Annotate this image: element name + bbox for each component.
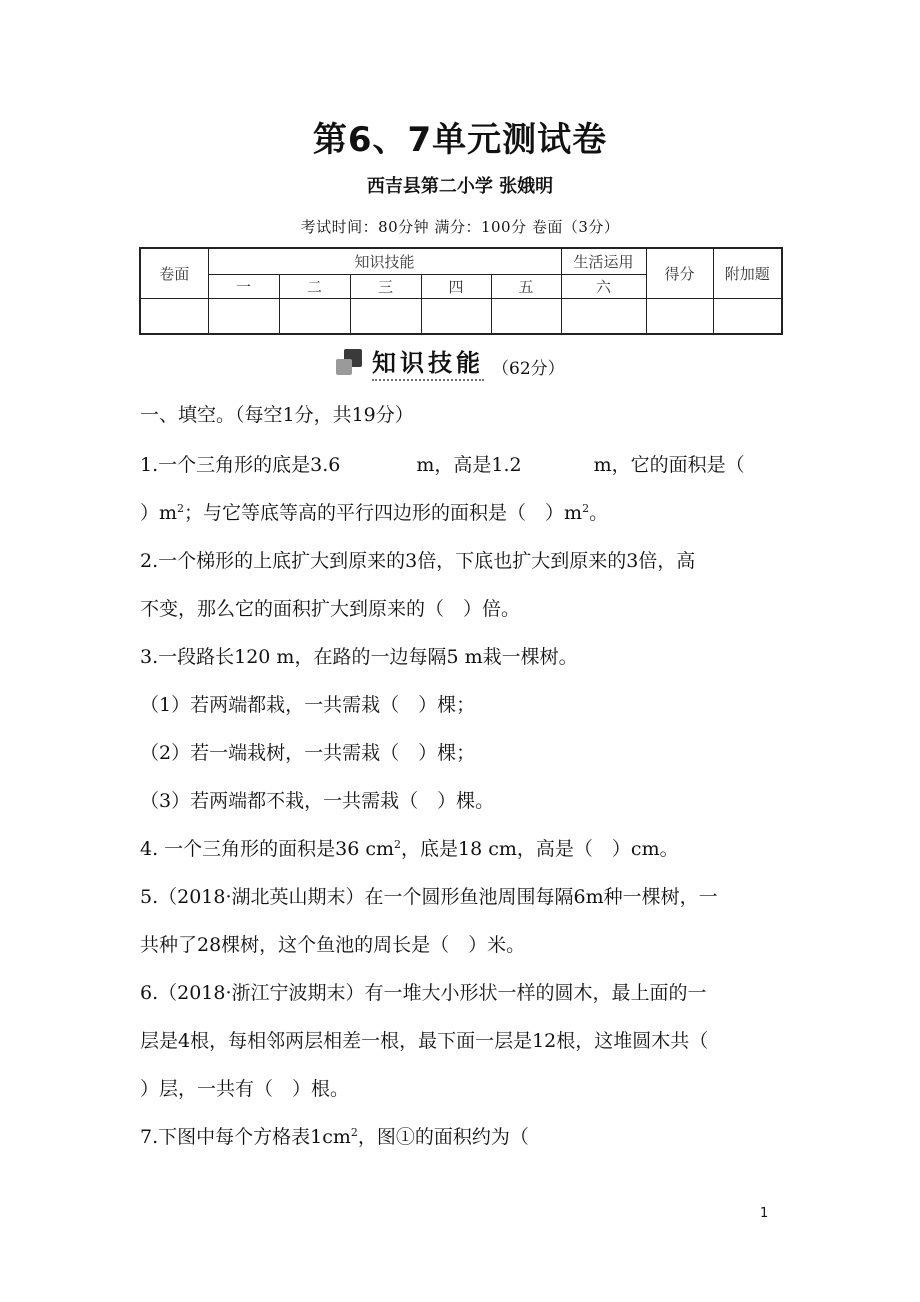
score-cell	[350, 298, 421, 334]
score-table	[139, 247, 783, 335]
question-4: 4. 一个三角形的面积是36 $cm^2$，底是18 cm，高是（ ）cm。	[140, 838, 679, 860]
question-6-line-2: 层是4根，每相邻两层相差一根，最下面一层是12根，这堆圆木共（	[140, 1030, 709, 1052]
question-5-line-1: 5.（2018·湖北英山期末）在一个圆形鱼池周围每隔6m种一棵树，一	[140, 886, 718, 908]
question-3-sub-1: （1）若两端都栽，一共需栽（ ）棵；	[140, 694, 476, 716]
question-6-line-1: 6.（2018·浙江宁波期末）有一堆大小形状一样的圆木，最上面的一	[140, 982, 707, 1004]
col-4: 四	[421, 274, 491, 298]
header-shenghuo-yunyong: 生活运用	[561, 248, 646, 274]
score-cell	[140, 298, 208, 334]
page-title: 第6、7单元测试卷	[312, 120, 608, 160]
score-cell	[421, 298, 491, 334]
question-2-line-2: 不变，那么它的面积扩大到原来的（ ）倍。	[140, 598, 521, 620]
score-cell	[208, 298, 279, 334]
exam-info: 考试时间：80分钟 满分：100分 卷面（3分）	[300, 218, 620, 236]
header-fujiati: 附加题	[713, 248, 782, 298]
col-3: 三	[350, 274, 421, 298]
section-title: 知识技能	[372, 343, 484, 381]
score-cell	[561, 298, 646, 334]
section-squares-icon	[336, 347, 364, 377]
header-defen: 得分	[646, 248, 713, 298]
header-zhishi-jineng: 知识技能	[208, 248, 561, 274]
score-cell	[713, 298, 782, 334]
question-3-line-1: 3.一段路长120 m，在路的一边每隔5 m栽一棵树。	[140, 646, 578, 668]
col-5: 五	[491, 274, 561, 298]
section-header	[336, 344, 565, 380]
question-3-sub-3: （3）若两端都不栽，一共需栽（ ）棵。	[140, 790, 495, 812]
question-7-line-1: 7.下图中每个方格表$1cm^2$，图①的面积约为（	[140, 1126, 529, 1148]
question-1-line-1: 1.一个三角形的底是3.6 m，高是1.2 m，它的面积是（	[140, 454, 745, 476]
score-cell	[646, 298, 713, 334]
question-1-line-2: ）$m^2$；与它等底等高的平行四边形的面积是（ ）$m^2$。	[140, 502, 609, 524]
score-cell	[279, 298, 350, 334]
section-score: （62分）	[492, 358, 565, 379]
author-line: 西吉县第二小学 张娥明	[366, 176, 554, 197]
col-6: 六	[561, 274, 646, 298]
question-6-line-3: ）层，一共有（ ）根。	[140, 1078, 350, 1100]
question-5-line-2: 共种了28棵树，这个鱼池的周长是（ ）米。	[140, 934, 526, 956]
question-3-sub-2: （2）若一端栽树，一共需栽（ ）棵；	[140, 742, 476, 764]
page-number: 1	[760, 1206, 769, 1221]
col-1: 一	[208, 274, 279, 298]
question-2-line-1: 2.一个梯形的上底扩大到原来的3倍，下底也扩大到原来的3倍，高	[140, 550, 696, 572]
question-group-heading: 一、填空。（每空1分，共19分）	[140, 404, 414, 426]
header-juanmian: 卷面	[140, 248, 208, 298]
score-cell	[491, 298, 561, 334]
col-2: 二	[279, 274, 350, 298]
